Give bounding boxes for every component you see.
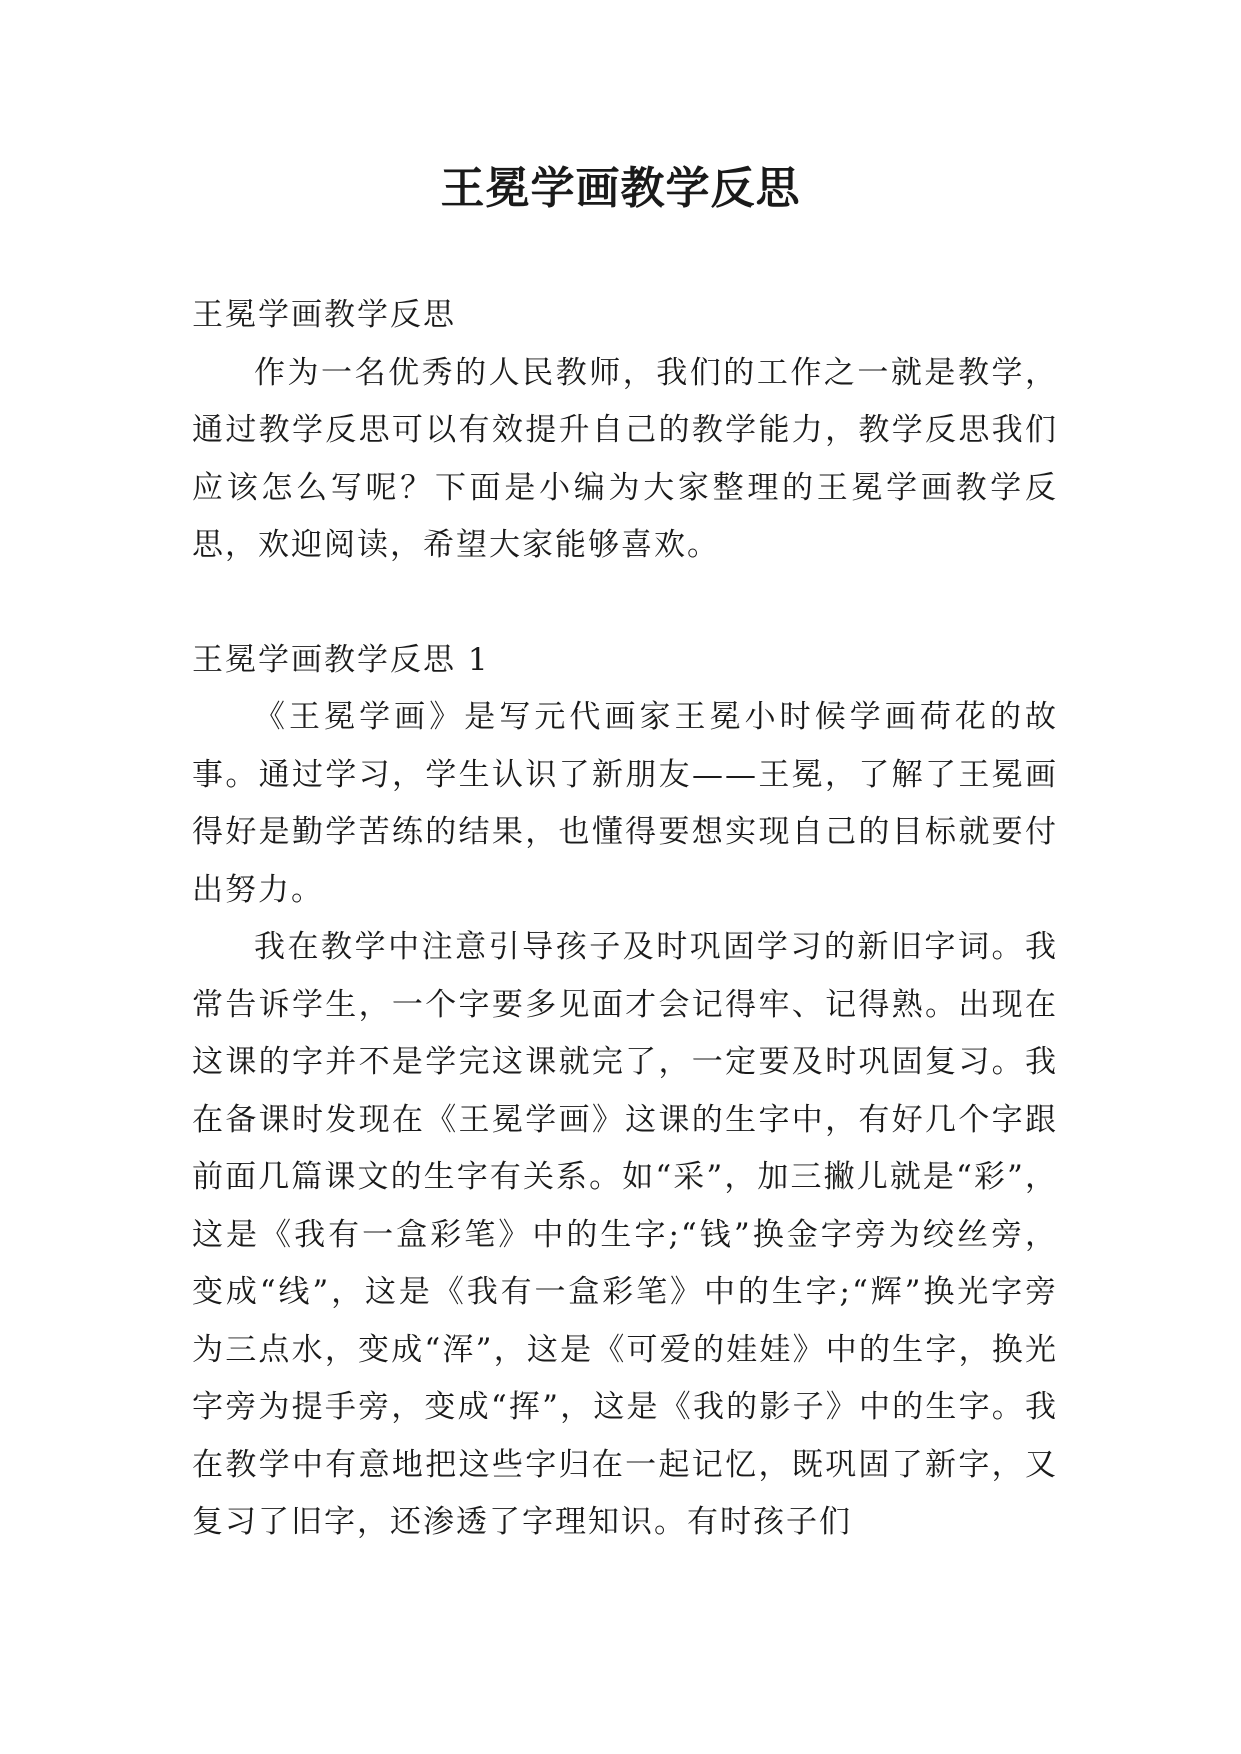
document-title: 王冕学画教学反思 bbox=[440, 163, 801, 214]
document-body bbox=[192, 287, 1058, 1552]
section-spacer bbox=[192, 575, 1058, 632]
section-heading: 王冕学画教学反思 1 bbox=[192, 641, 490, 678]
intro-paragraph: 作为一名优秀的人民教师，我们的工作之一就是教学，通过教学反思可以有效提升自己的教学能力，教学反思我们应该怎么写呢？下面是小编为大家整理的王冕学画教学反思，欢迎阅读，希望大家能够喜欢。 bbox=[192, 354, 1058, 563]
section-paragraph: 《王冕学画》是写元代画家王冕小时候学画荷花的故事。通过学习，学生认识了新朋友——王冕，了解了王冕画得好是勤学苦练的结果，也懂得要想实现自己的目标就要付出努力。 bbox=[192, 699, 1058, 908]
section-paragraph: 我在教学中注意引导孩子及时巩固学习的新旧字词。我常告诉学生，一个字要多见面才会记得牢、记得熟。出现在这课的字并不是学完这课就完了，一定要及时巩固复习。我在备课时发现在《王冕学画》这课的生字中，有好几个字跟前面几篇课文的生字有关系。如“采”，加三撇儿就是“彩”，这是《我有一盒彩笔》中的生字;“钱”换金字旁为绞丝旁，变成“线”，这是《我有一盒彩笔》中的生字;“辉”换光字旁为三点水，变成“浑”，这是《可爱的娃娃》中的生字，换光字旁为提手旁，变成“挥”，这是《我的影子》中的生字。我在教学中有意地把这些字归在一起记忆，既巩固了新字，又复习了旧字，还渗透了字理知识。有时孩子们 bbox=[192, 929, 1058, 1540]
intro-heading: 王冕学画教学反思 bbox=[192, 297, 456, 333]
